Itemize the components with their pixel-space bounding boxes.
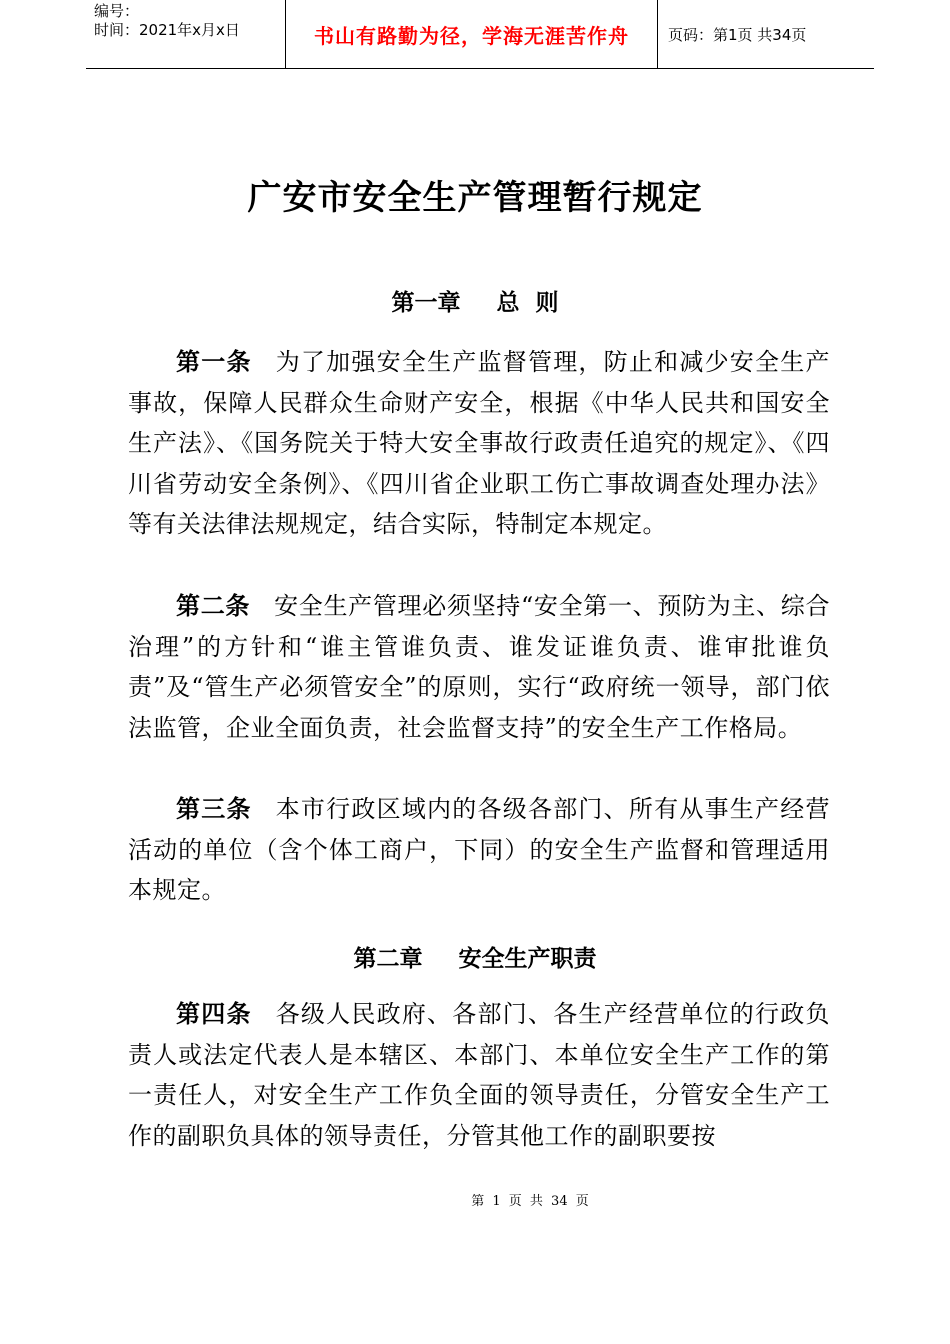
article-label: 第四条 (176, 1000, 252, 1028)
chapter-heading (0, 940, 950, 973)
header-motto: 书山有路勤为径，学海无涯苦作舟 (286, 0, 658, 68)
chapter-heading (0, 284, 950, 317)
chapter-number: 第二章 (353, 946, 423, 972)
article-text: 各级人民政府、各部门、各生产经营单位的行政负责人或法定代表人是本辖区、本部门、本单位安全生产工作的第一责任人，对安全生产工作负全面的领导责任，分管安全生产工作的副职负具体的领导责任，分管其他工作的副职要按 (128, 1000, 830, 1150)
article-paragraph (128, 342, 830, 545)
document-date: 时间：2021年x月x日 (94, 21, 240, 39)
page-footer: 第 1 页 共 34 页 (471, 1194, 589, 1209)
article-text: 本市行政区域内的各级各部门、所有从事生产经营活动的单位（含个体工商户，下同）的安全生产监督和管理适用本规定。 (128, 795, 830, 904)
header-page-info: 页码：第1页 共34页 (668, 25, 807, 44)
chapter-number: 第一章 (391, 290, 461, 316)
chapter-name: 总 则 (496, 290, 559, 316)
document-title: 广安市安全生产管理暂行规定 (247, 178, 703, 218)
article-text: 安全生产管理必须坚持“安全第一、预防为主、综合治理”的方针和“谁主管谁负责、谁发证谁负责、谁审批谁负责”及“管生产必须管安全”的原则，实行“政府统一领导，部门依法监管，企业全面负责，社会监督支持”的安全生产工作格局。 (128, 592, 830, 742)
article-label: 第三条 (176, 795, 252, 823)
chapter-name: 安全生产职责 (458, 946, 597, 972)
article-text: 为了加强安全生产监督管理，防止和减少安全生产事故，保障人民群众生命财产安全，根据《中华人民共和国安全生产法》、《国务院关于特大安全事故行政责任追究的规定》、《四川省劳动安全条例》、《四川省企业职工伤亡事故调查处理办法》等有关法律法规规定，结合实际，特制定本规定。 (128, 348, 830, 538)
header-meta (86, 0, 286, 68)
article-paragraph (128, 586, 830, 748)
page-header (86, 0, 874, 69)
article-label: 第一条 (176, 348, 252, 376)
document-number-label: 编号： (94, 2, 140, 20)
article-paragraph (128, 994, 830, 1156)
article-label: 第二条 (176, 592, 251, 620)
article-paragraph (128, 789, 830, 911)
